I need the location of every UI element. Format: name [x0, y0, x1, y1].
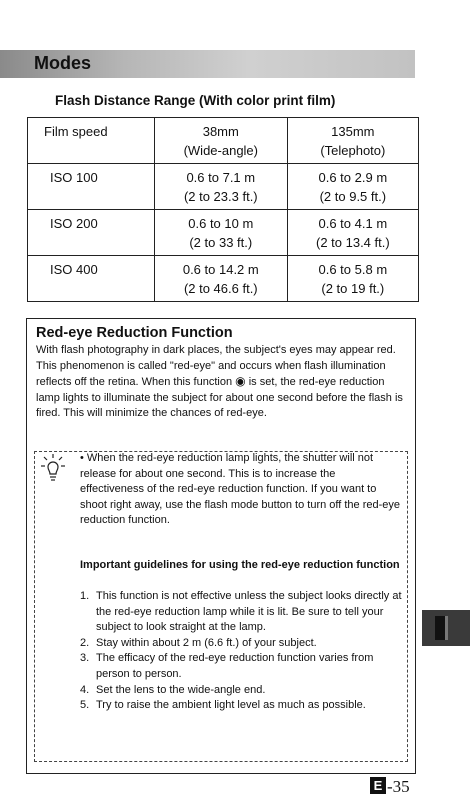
redeye-para2-start: When this function	[141, 376, 236, 389]
list-item: 5. Try to raise the ambient light level as much as possible.	[80, 699, 366, 712]
cell-tele: 0.6 to 4.1 m (2 to 13.4 ft.)	[287, 210, 418, 256]
list-item: 4. Set the lens to the wide-angle end.	[80, 683, 266, 696]
page-number-value: -35	[387, 777, 410, 796]
cell-wide: 0.6 to 7.1 m (2 to 23.3 ft.)	[154, 164, 287, 210]
cell-wide: 0.6 to 10 m (2 to 33 ft.)	[154, 210, 287, 256]
section-title: Modes	[34, 53, 92, 73]
lightbulb-icon	[40, 453, 66, 483]
redeye-para2-end: is set, the red-eye reduction lamp lights to illuminate the subject for about one second before the flash is fired. This will minimize the chances of red-eye.	[36, 376, 403, 420]
table-row	[28, 210, 419, 256]
note-text: • When the red-eye reduction lamp lights, the shutter will not release for about one second. This is to increase the effectiveness of the red-eye reduction function. If you want to shoot right away, use the flash mode button to turn off the red-eye reduction function.	[80, 452, 401, 527]
list-item: 2. Stay within about 2 m (6.6 ft.) of your subject.	[80, 636, 317, 649]
table-caption: Flash Distance Range (With color print film)	[55, 93, 336, 108]
section-tab-mark	[435, 616, 448, 640]
guidelines-title: Important guidelines for using the red-eye reduction function	[80, 559, 400, 571]
header-film-speed: Film speed	[28, 118, 155, 164]
guidelines-list	[80, 589, 402, 714]
redeye-para1: With flash photography in dark places, the subject's eyes may appear red. This phenomenon is called "red-eye" and occurs when flash illumination reflects off the retina.	[36, 344, 396, 389]
table-row	[28, 256, 419, 302]
cell-tele: 0.6 to 2.9 m (2 to 9.5 ft.)	[287, 164, 418, 210]
eye-icon: ◉	[235, 374, 246, 389]
header-135mm: 135mm (Telephoto)	[287, 118, 418, 164]
page-letter: E	[370, 777, 386, 794]
redeye-description	[36, 343, 404, 422]
cell-wide: 0.6 to 14.2 m (2 to 46.6 ft.)	[154, 256, 287, 302]
flash-distance-table	[27, 117, 419, 302]
page-number	[370, 777, 410, 797]
header-38mm: 38mm (Wide-angle)	[154, 118, 287, 164]
redeye-title: Red-eye Reduction Function	[36, 325, 233, 341]
table-row	[28, 164, 419, 210]
list-item: 3. The efficacy of the red-eye reduction function varies from person to person.	[80, 652, 374, 680]
cell-speed: ISO 400	[28, 256, 155, 302]
table-header-row	[28, 118, 419, 164]
section-tab-icon	[422, 610, 470, 646]
cell-speed: ISO 100	[28, 164, 155, 210]
cell-speed: ISO 200	[28, 210, 155, 256]
cell-tele: 0.6 to 5.8 m (2 to 19 ft.)	[287, 256, 418, 302]
list-item: 1. This function is not effective unless the subject looks directly at the red-eye reduction lamp while it is lit. Be sure to tell your subject to look straight at the lamp.	[80, 590, 402, 634]
